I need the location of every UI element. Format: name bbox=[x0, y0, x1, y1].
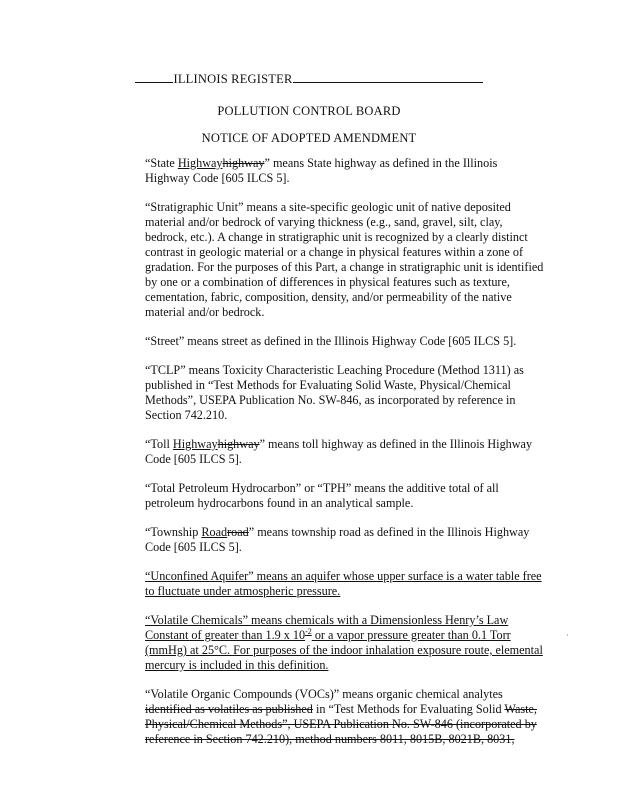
definition-text: ” means toll highway as defined in the Illinois Highway Code [605 ILCS 5]. bbox=[145, 437, 533, 466]
definition-tclp: “TCLP” means Toxicity Characteristic Leaching Procedure (Method 1311) as published in “Test Methods for Evaluating Solid Waste, Physical/Chemical Methods”, USEPA Publication No. SW-846, as incorporated by reference in Section 742.210. bbox=[145, 363, 524, 422]
register-header bbox=[0, 72, 618, 87]
definitions-body bbox=[145, 156, 545, 761]
definition-state-highway bbox=[145, 156, 545, 186]
inserted-text: Highway bbox=[172, 437, 218, 451]
margin-mark: · bbox=[566, 631, 569, 640]
deleted-text: Waste, Physical/Chemical Methods”, USEPA Publication No. SW-846 (incorporated by reference in Section 742.210), method numbers 8011, 8015B, 8021B, 8031, bbox=[145, 702, 537, 746]
definition-township-road bbox=[145, 525, 545, 555]
exponent: -2 bbox=[305, 626, 312, 636]
register-title: ILLINOIS REGISTER bbox=[173, 72, 293, 86]
notice-title: NOTICE OF ADOPTED AMENDMENT bbox=[201, 131, 417, 145]
board-title: POLLUTION CONTROL BOARD bbox=[217, 104, 401, 118]
definition-text: “Volatile Organic Compounds (VOCs)” means organic chemical analytes bbox=[145, 687, 503, 701]
definition-vocs bbox=[145, 687, 545, 747]
definition-text: ” means State highway as defined in the Illinois Highway Code [605 ILCS 5]. bbox=[145, 156, 498, 185]
inserted-text: Highway bbox=[177, 156, 223, 170]
inserted-text: or a vapor pressure greater than 0.1 Torr (mmHg) at 25°C. For purposes of the indoor inhalation exposure route, elemental mercury is included in this definition. bbox=[145, 628, 543, 672]
deleted-text: highway bbox=[217, 437, 260, 451]
definition-stratigraphic-unit: “Stratigraphic Unit” means a site-specific geologic unit of native deposited material and/or bedrock of varying thickness (e.g., sand, gravel, silt, clay, bedrock, etc.). A change in stratigraphic unit is recognized by a clearly distinct contrast in geologic material or a change in physical features within a zone of gradation. For the purposes of this Part, a change in stratigraphic unit is identified by one or a combination of differences in physical features such as texture, cementation, fabric, composition, density, and/or permeability of the native material and/or bedrock. bbox=[145, 200, 544, 319]
definition-text: “Township bbox=[145, 525, 202, 539]
definition-unconfined-aquifer bbox=[145, 569, 545, 599]
definition-street: “Street” means street as defined in the Illinois Highway Code [605 ILCS 5]. bbox=[145, 334, 517, 348]
definition-volatile-chemicals bbox=[145, 613, 545, 673]
definition-text: “Toll bbox=[145, 437, 173, 451]
definition-toll-highway bbox=[145, 437, 545, 467]
header-rule-right bbox=[293, 72, 483, 83]
deleted-text: highway bbox=[222, 156, 265, 170]
definition-text: ” means township road as defined in the Illinois Highway Code [605 ILCS 5]. bbox=[145, 525, 530, 554]
deleted-text: road bbox=[227, 525, 249, 539]
header-rule-left bbox=[135, 72, 173, 83]
definition-text: in “Test Methods for Evaluating Solid bbox=[312, 702, 505, 716]
definition-text: “State bbox=[145, 156, 178, 170]
definition-tph: “Total Petroleum Hydrocarbon” or “TPH” means the additive total of all petroleum hydrocarbons found in an analytical sample. bbox=[145, 481, 499, 510]
inserted-text: “Unconfined Aquifer” means an aquifer whose upper surface is a water table free to fluctuate under atmospheric pressure. bbox=[145, 569, 542, 598]
deleted-text: identified as volatiles as published bbox=[145, 702, 313, 716]
inserted-text: “Volatile Chemicals” means chemicals with a Dimensionless Henry’s Law Constant of greater than 1.9 x 10 bbox=[145, 613, 509, 642]
inserted-text: Road bbox=[201, 525, 228, 539]
